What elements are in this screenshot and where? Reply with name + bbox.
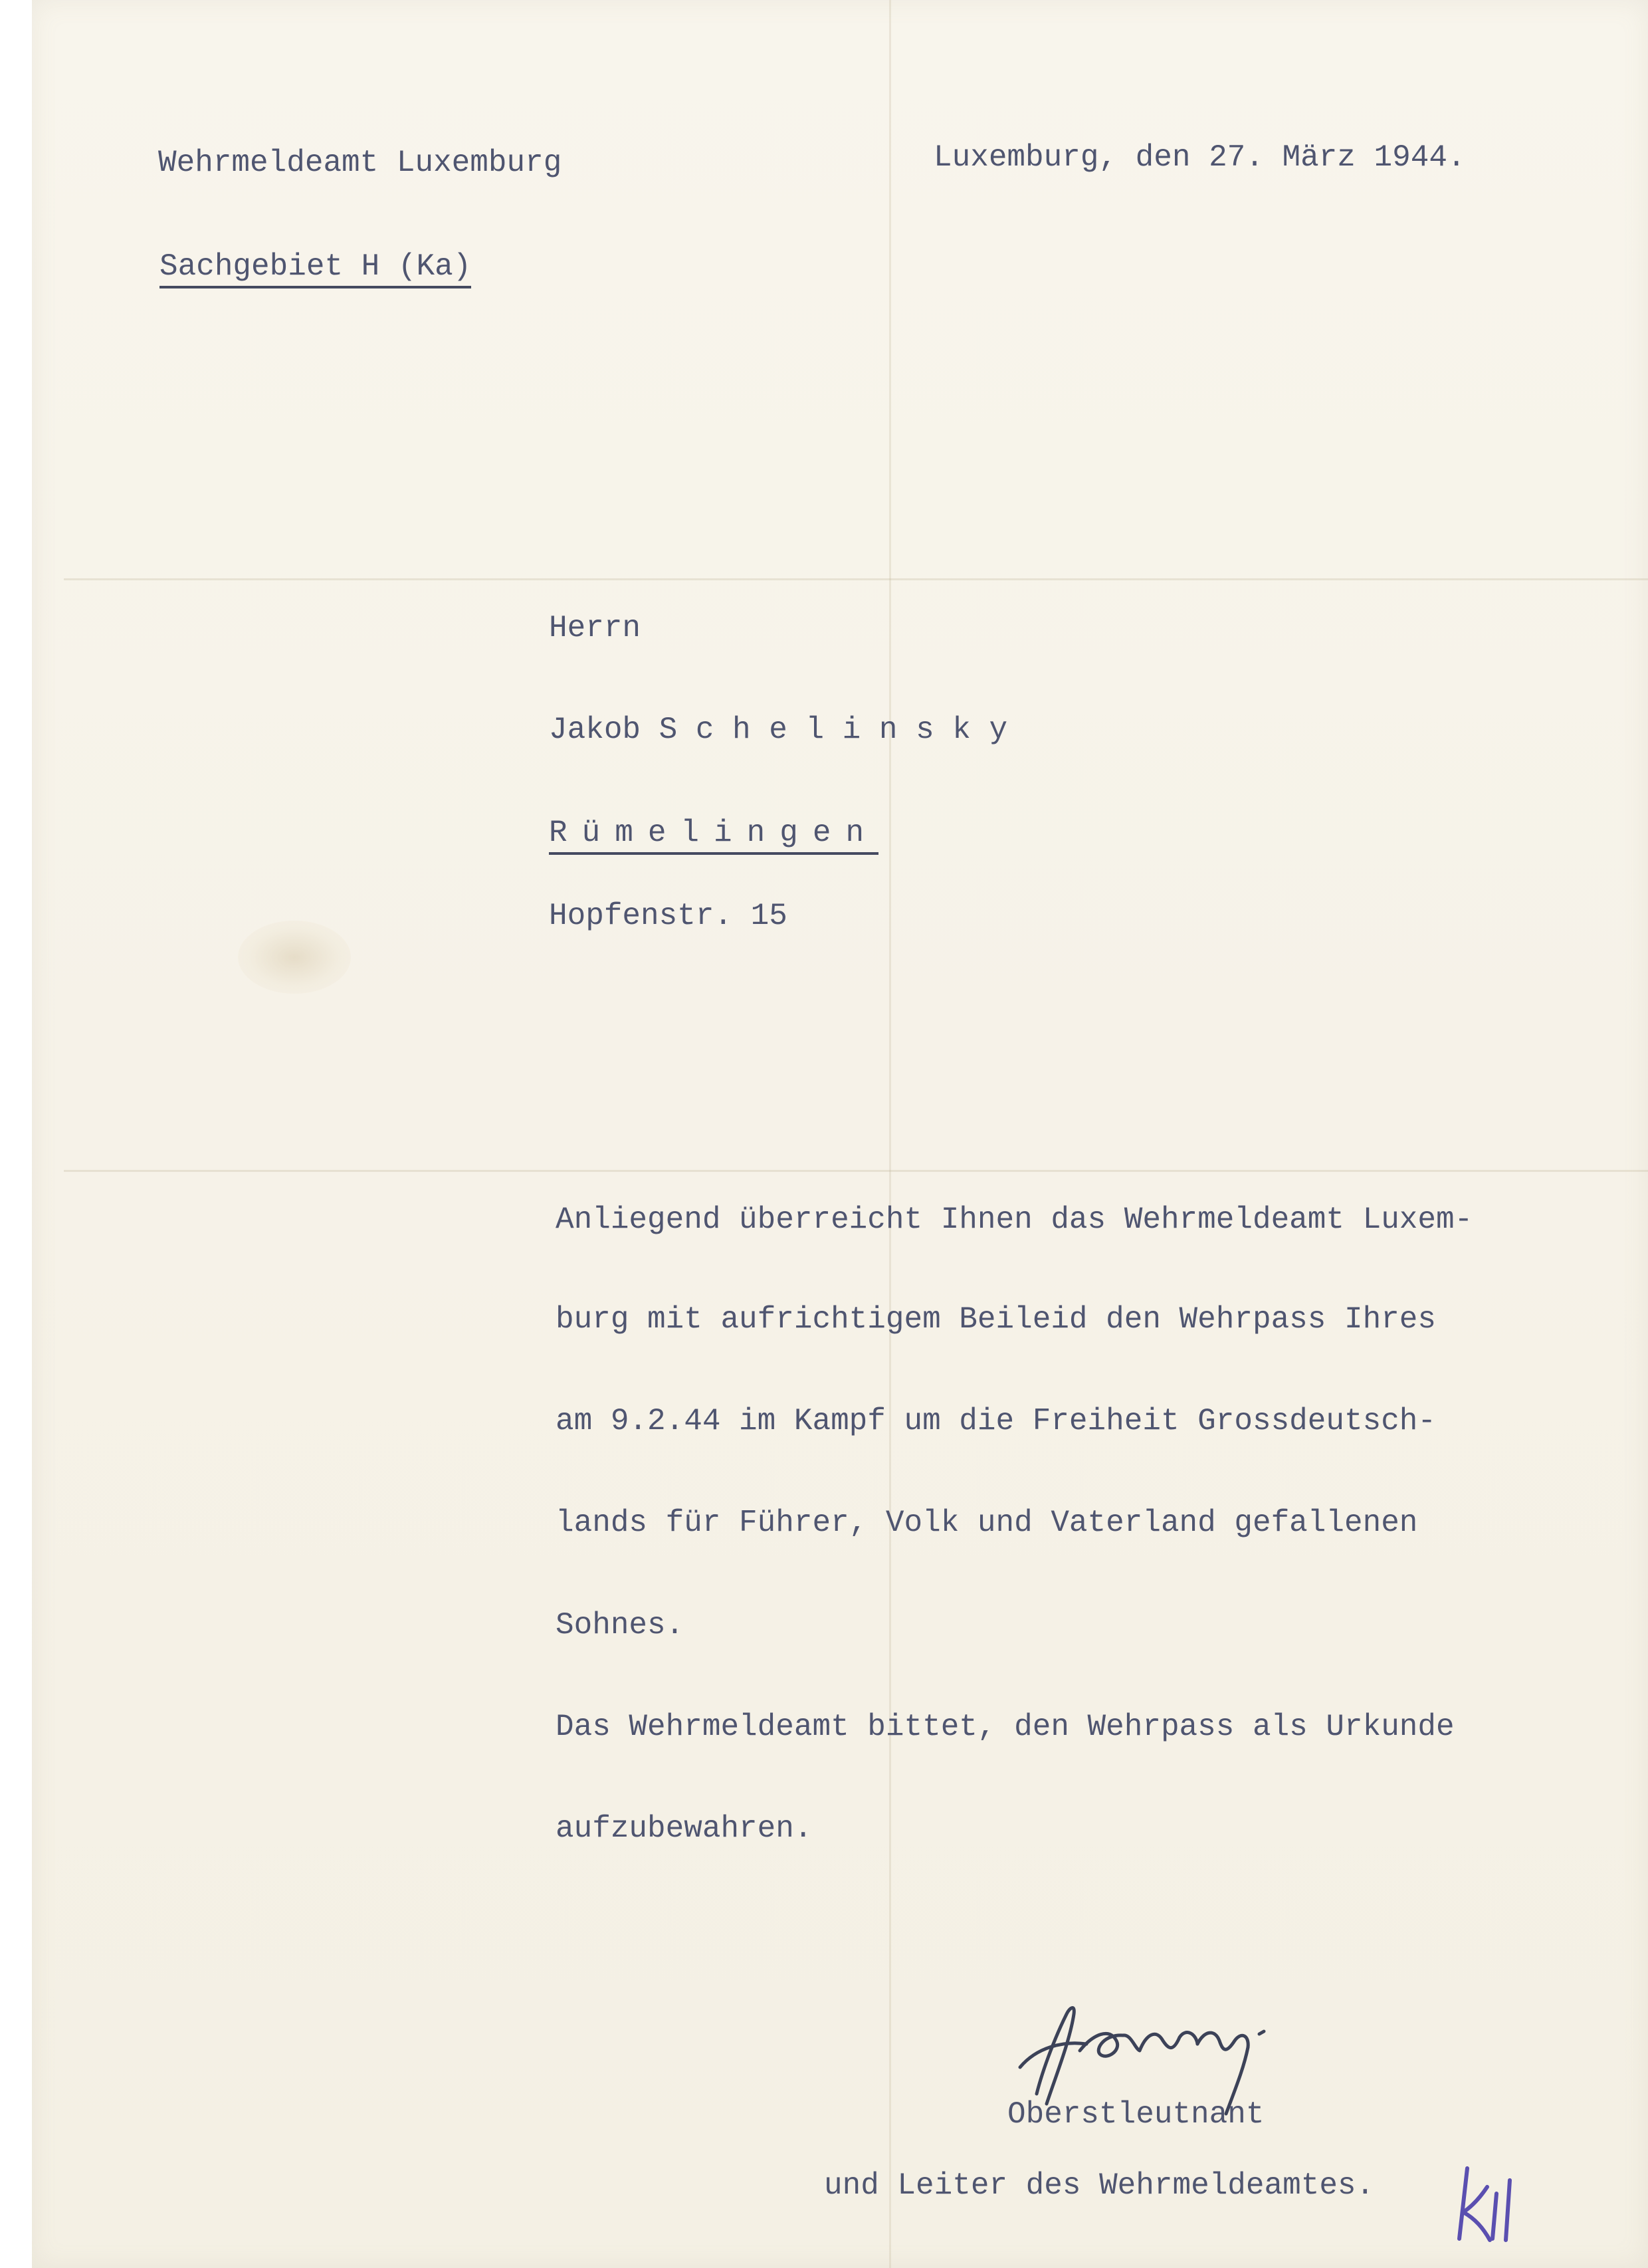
body-line: Sohnes. [556, 1608, 684, 1643]
department-reference: Sachgebiet H (Ka) [159, 251, 471, 288]
body-line: Anliegend überreicht Ihnen das Wehrmeldeamt Luxem- [556, 1202, 1473, 1237]
handwritten-initials [1449, 2160, 1522, 2247]
body-line: aufzubewahren. [556, 1811, 813, 1846]
recipient-town: Rümelingen [549, 818, 878, 855]
sender-office: Wehrmeldeamt Luxemburg [158, 146, 562, 180]
recipient-name: Jakob S c h e l i n s k y [549, 713, 1008, 747]
body-line: burg mit aufrichtigem Beileid den Wehrpass Ihres [556, 1302, 1437, 1337]
recipient-street: Hopfenstr. 15 [549, 899, 787, 933]
signatory-rank: Oberstleutnant [1007, 2097, 1265, 2132]
body-line: am 9.2.44 im Kampf um die Freiheit Grossdeutsch- [556, 1404, 1437, 1438]
date-line: Luxemburg, den 27. März 1944. [934, 140, 1466, 175]
body-line: lands für Führer, Volk und Vaterland gefallenen [556, 1506, 1418, 1540]
paper-stain [238, 921, 351, 994]
horizontal-fold-line-upper [64, 578, 1648, 580]
horizontal-fold-line-lower [64, 1170, 1648, 1172]
signatory-title: und Leiter des Wehrmeldeamtes. [824, 2168, 1375, 2203]
scan-left-edge [0, 0, 33, 2268]
recipient-salutation: Herrn [549, 611, 641, 645]
body-line: Das Wehrmeldeamt bittet, den Wehrpass als Urkunde [556, 1710, 1455, 1744]
vertical-fold-line [889, 0, 891, 2268]
letter-paper [32, 0, 1648, 2268]
